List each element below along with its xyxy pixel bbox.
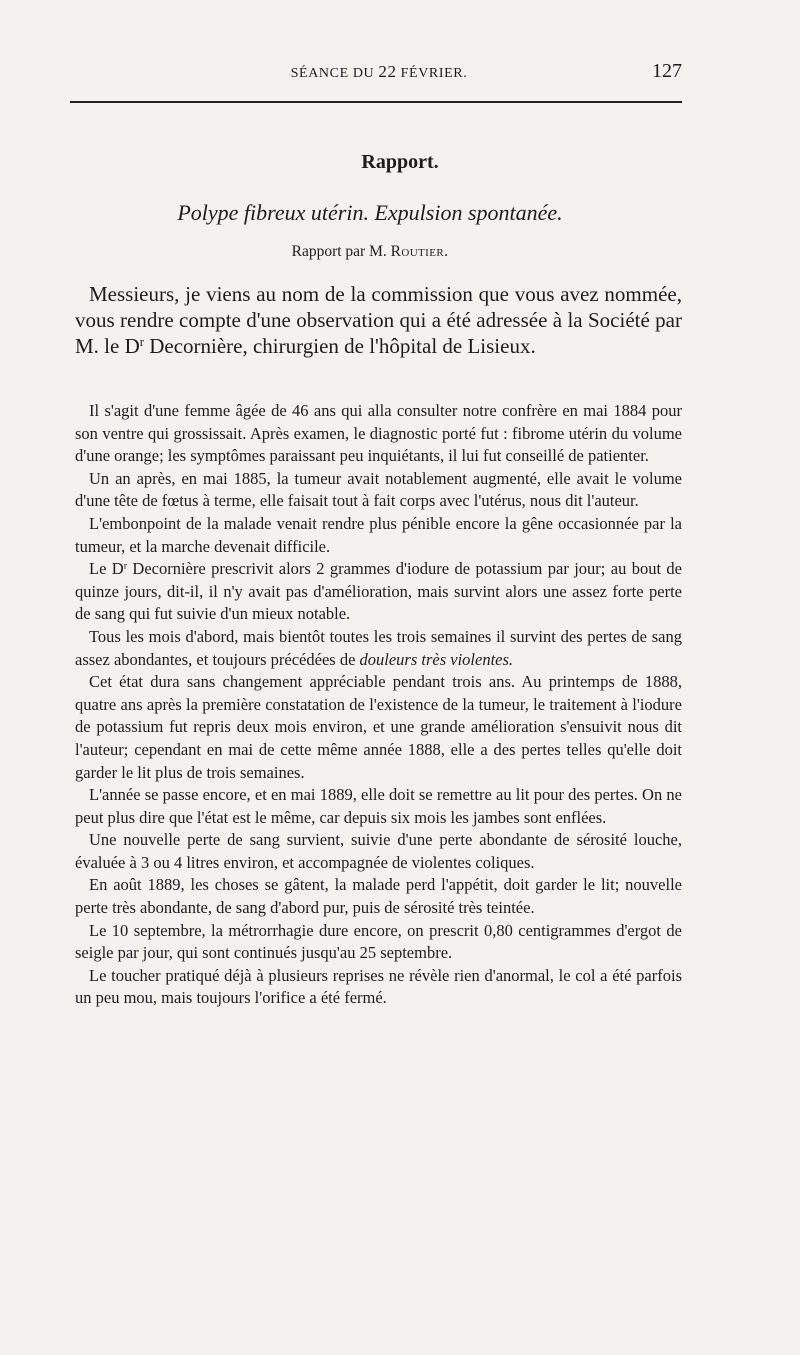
intro-text-before: Messieurs, je viens au nom de la commission que vous avez nommée, vous rendre compte d'une observation qui a été adressée à la Société par M. le D [75, 282, 682, 358]
paragraph-8: Une nouvelle perte de sang survient, suivie d'une perte abondante de sérosité louche, évaluée à 3 ou 4 litres environ, et accompagnée de violentes coliques. [75, 830, 682, 872]
paragraph-4-before: Le D [89, 559, 124, 579]
intro-text-after: Decornière, chirurgien de l'hôpital de Lisieux. [143, 334, 536, 358]
running-head [76, 62, 682, 86]
paragraph-11: Le toucher pratiqué déjà à plusieurs reprises ne révèle rien d'anormal, le col a été parfois un peu mou, mais toujours l'orifice a été fermé. [75, 965, 682, 1008]
paragraph-6: Cet état dura sans changement appréciable pendant trois ans. Au printemps de 1888, quatre ans après la première constatation de l'existence de la tumeur, le traitement à l'iodure de potassium fut repris deux mois environ, et une grande amélioration s'ensuivit nous dit l'auteur; cependant en mai de cette même année 1888, elle a des pertes telles qu'elle doit garder le lit plus de trois semaines. [75, 672, 682, 782]
byline-author: Routier. [390, 243, 449, 260]
paragraph-3: L'embonpoint de la malade venait rendre plus pénible encore la gêne occasionnée par la tumeur, et la marche devenait difficile. [75, 513, 682, 556]
paragraph-1: Il s'agit d'une femme âgée de 46 ans qui alla consulter notre confrère en mai 1884 pour son ventre qui grossissait. Après examen, le diagnostic porté fut : fibrome utérin du volume d'une orange; les symptômes paraissant peu inquiétants, il lui fut conseillé de patienter. [75, 401, 682, 466]
intro-superscript: r [139, 335, 144, 350]
running-title-after: FÉVRIER. [400, 66, 468, 81]
paragraph-5-emphasis: douleurs très violentes. [359, 649, 514, 669]
byline-prefix: Rapport par M. [291, 243, 387, 260]
report-subtitle: Polype fibreux utérin. Expulsion spontanée. [177, 200, 563, 225]
paragraph-4-superscript: r [123, 560, 128, 572]
paragraph-9: En août 1889, les choses se gâtent, la malade perd l'appétit, doit garder le lit; nouvelle perte très abondante, de sang d'abord pur, puis de sérosité très teintée. [75, 875, 682, 918]
intro-paragraph [75, 281, 682, 359]
report-byline [0, 243, 740, 261]
paragraph-2: Un an après, en mai 1885, la tumeur avait notablement augmenté, elle avait le volume d'une tête de fœtus à terme, elle faisait tout à fait corps avec l'utérus, nous dit l'auteur. [75, 468, 682, 511]
paragraph-7: L'année se passe encore, et en mai 1889, elle doit se remettre au lit pour des pertes. On ne peut plus dire que l'état est le même, car depuis six mois les jambes sont enflées. [75, 785, 682, 827]
section-title: Rapport. [361, 151, 439, 173]
running-title [76, 62, 682, 82]
running-title-before: SÉANCE DU [290, 66, 375, 81]
running-title-date: 22 [378, 62, 397, 81]
page-number: 127 [652, 60, 682, 82]
paragraph-10: Le 10 septembre, la métrorrhagie dure encore, on prescrit 0,80 centigrammes d'ergot de seigle par jour, qui sont continués jusqu'au 25 septembre. [75, 920, 682, 963]
paragraph-4-after: Decornière prescrivit alors 2 grammes d'iodure de potassium par jour; au bout de quinze jours, dit-il, il n'y avait pas d'amélioration, mais survint alors une assez forte perte de sang qui fut suivie d'un mieux notable. [75, 559, 682, 624]
paragraph-5 [75, 626, 682, 671]
paragraph-4 [75, 558, 682, 626]
paragraph-5-text: Tous les mois d'abord, mais bientôt toutes les trois semaines il survint des pertes de sang assez abondantes, et toujours précédées de [75, 626, 682, 669]
report-body [75, 400, 682, 1010]
header-rule [70, 101, 682, 103]
